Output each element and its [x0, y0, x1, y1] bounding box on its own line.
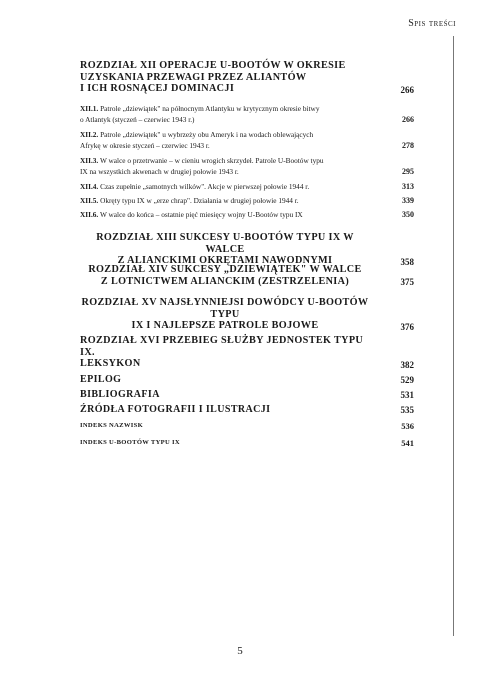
entry-title: BIBLIOGRAFIA	[80, 389, 160, 400]
chapter-title: ROZDZIAŁ XVI PRZEBIEG SŁUŻBY JEDNOSTEK TYPU IX. LEKSYKON	[80, 335, 364, 369]
page-number: 531	[400, 390, 414, 400]
entry-title: INDEKS U-BOOTÓW TYPU IX	[80, 439, 180, 446]
subsection-title: XII.5. Okręty typu IX w „erze chrap". Działania w drugiej połowie 1944 r.	[80, 196, 299, 205]
page-number: 376	[400, 321, 414, 332]
subsection-title: XII.2. Patrole „dziewiątek" u wybrzeży obu Ameryk i na wodach oblewających Afrykę w okresie styczeń – czerwiec 1943 r.	[80, 130, 314, 150]
toc-subsection-xii-2[interactable]	[80, 130, 414, 151]
toc-subsection-xii-3[interactable]	[80, 156, 414, 177]
page-number: 375	[400, 277, 414, 287]
toc-epilog[interactable]	[80, 374, 414, 385]
page-number: 266	[400, 84, 414, 95]
page-number: 529	[400, 375, 414, 385]
chapter-title: ROZDZIAŁ XIV SUKCESY „DZIEWIĄTEK" W WALCE Z LOTNICTWEM ALIANCKIM (ZESTRZELENIA)	[88, 264, 362, 287]
entry-title: ŹRÓDŁA FOTOGRAFII I ILUSTRACJI	[80, 404, 271, 415]
toc-chapter-xii[interactable]	[80, 60, 414, 95]
page-number: 278	[402, 141, 414, 150]
toc-chapter-xiii[interactable]	[80, 232, 414, 267]
page-number: 350	[402, 210, 414, 219]
page-number: 541	[401, 438, 414, 448]
toc-subsection-xii-4[interactable]	[80, 182, 414, 193]
chapter-title: ROZDZIAŁ XII OPERACJE U-BOOTÓW W OKRESIE UZYSKANIA PRZEWAGI PRZEZ ALIANTÓW I ICH ROSNĄCEJ DOMINACJI	[80, 60, 346, 94]
chapter-title: ROZDZIAŁ XV NAJSŁYNNIEJSI DOWÓDCY U-BOOTÓW TYPU IX I NAJLEPSZE PATROLE BOJOWE	[81, 297, 369, 331]
entry-title: EPILOG	[80, 374, 122, 385]
toc-subsection-xii-1[interactable]	[80, 104, 414, 125]
page-number: 536	[401, 421, 414, 431]
toc-chapter-xv[interactable]	[80, 297, 414, 332]
running-header: Spis treści	[408, 18, 456, 29]
page-number-footer: 5	[237, 645, 243, 657]
toc-subsection-xii-6[interactable]	[80, 210, 414, 221]
page-number: 535	[400, 405, 414, 415]
toc-bibliografia[interactable]	[80, 389, 414, 400]
page-number: 295	[402, 167, 414, 176]
page-number: 339	[402, 196, 414, 205]
toc-zrodla-fotografii[interactable]	[80, 404, 414, 415]
subsection-title: XII.3. W walce o przetrwanie – w cieniu wrogich skrzydeł. Patrole U-Bootów typu IX na wszystkich akwenach w drugiej połowie 1943 r.	[80, 156, 324, 176]
page-number: 382	[400, 359, 414, 370]
toc-indeks-nazwisk[interactable]	[80, 422, 414, 429]
toc-chapter-xiv[interactable]	[80, 264, 414, 287]
vertical-rule	[453, 36, 454, 636]
page-number: 358	[400, 256, 414, 267]
chapter-title: ROZDZIAŁ XIII SUKCESY U-BOOTÓW TYPU IX W WALCE Z ALIANCKIMI OKRĘTAMI NAWODNYMI	[96, 232, 354, 266]
subsection-title: XII.1. Patrole „dziewiątek" na północnym Atlantyku w krytycznym okresie bitwy o Atlantyk (styczeń – czerwiec 1943 r.)	[80, 104, 320, 124]
toc-subsection-xii-5[interactable]	[80, 196, 414, 207]
page-number: 266	[402, 115, 414, 124]
subsection-title: XII.4. Czas zupełnie „samotnych wilków". Akcje w pierwszej połowie 1944 r.	[80, 182, 310, 191]
toc-chapter-xvi[interactable]	[80, 335, 414, 370]
entry-title: INDEKS NAZWISK	[80, 422, 144, 429]
page-number: 313	[402, 182, 414, 191]
subsection-title: XII.6. W walce do końca – ostatnie pięć miesięcy wojny U-Bootów typu IX	[80, 210, 303, 219]
toc-indeks-u-bootow[interactable]	[80, 439, 414, 446]
